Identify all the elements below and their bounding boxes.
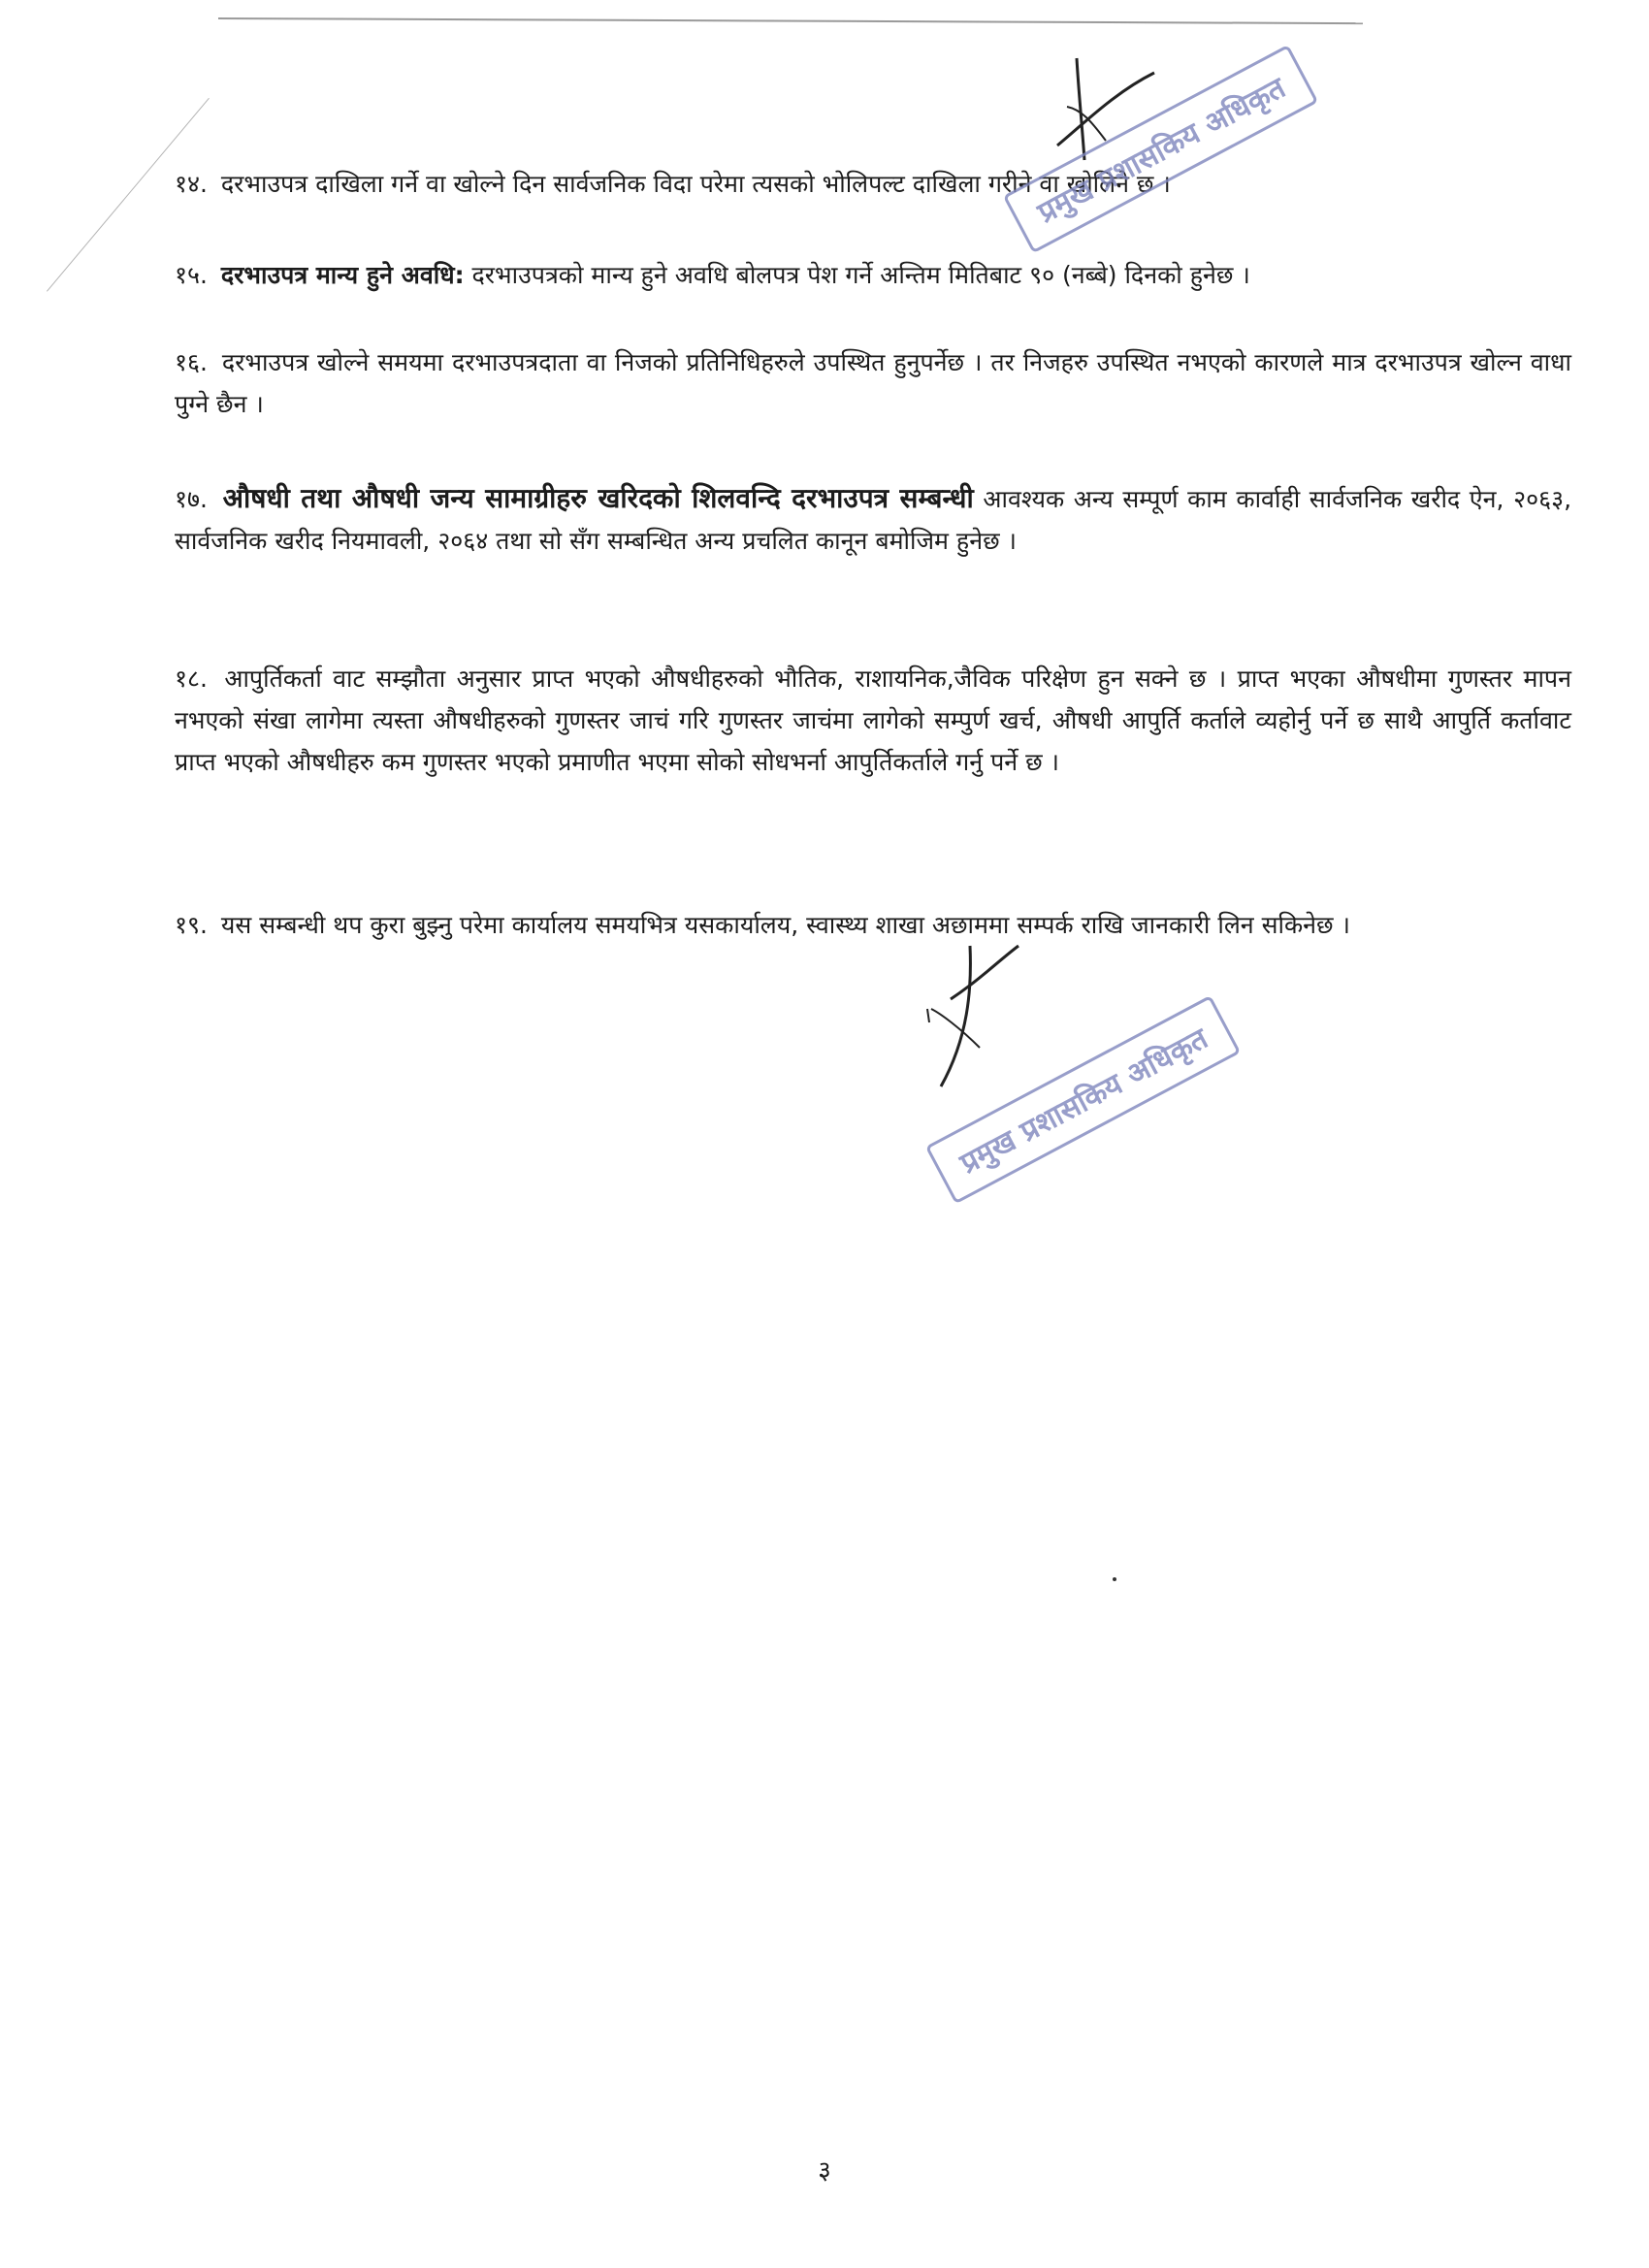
clause-text: दरभाउपत्र दाखिला गर्ने वा खोल्ने दिन सार्वजनिक विदा परेमा त्यसको भोलिपल्ट दाखिला गरीने वा खोलिने छ । bbox=[220, 170, 1171, 198]
clause-19 bbox=[175, 904, 1533, 946]
clause-17 bbox=[175, 477, 1571, 562]
clause-heading: औषधी तथा औषधी जन्य सामाग्रीहरु खरिदको शिलवन्दि दरभाउपत्र सम्बन्धी bbox=[222, 482, 974, 514]
clause-number: १७. bbox=[175, 485, 208, 513]
clause-14 bbox=[175, 163, 1455, 205]
clause-number: १६. bbox=[175, 348, 208, 376]
signature-bottom bbox=[922, 941, 1038, 1096]
clause-text: दरभाउपत्र खोल्ने समयमा दरभाउपत्रदाता वा निजको प्रतिनिधिहरुले उपस्थित हुनुपर्नेछ । तर निजहरु उपस्थित नभएको कारणले मात्र दरभाउपत्र खोल्न वाधा पुग्ने छैन । bbox=[175, 348, 1571, 418]
clause-number: १५. bbox=[175, 261, 208, 289]
clause-18 bbox=[175, 658, 1571, 783]
clause-heading: दरभाउपत्र मान्य हुने अवधि: bbox=[220, 261, 465, 289]
scan-speck bbox=[1113, 1577, 1116, 1581]
clause-number: १८. bbox=[175, 664, 208, 693]
clause-15 bbox=[175, 254, 1552, 296]
clause-16 bbox=[175, 341, 1571, 425]
scan-artifact-line bbox=[218, 17, 1363, 24]
clause-number: १९. bbox=[175, 911, 208, 939]
clause-text: आपुर्तिकर्ता वाट सम्झौता अनुसार प्राप्त भएको औषधीहरुको भौतिक, राशायनिक,जैविक परिक्षेण हुन सक्ने छ । प्राप्त भएका औषधीमा गुणस्तर मापन नभएको संखा लागेमा त्यस्ता औषधीहरुको गुणस्तर जाचं गरि गुणस्तर जाचंमा लागेको सम्पुर्ण खर्च, औषधी आपुर्ति कर्ताले व्यहोर्नु पर्ने छ साथै आपुर्ति कर्तावाट प्राप्त भएको औषधीहरु कम गुणस्तर भएको प्रमाणीत भएमा सोको सोधभर्ना आपुर्तिकर्ताले गर्नु पर्ने छ । bbox=[175, 664, 1571, 776]
page-number: ३ bbox=[818, 2156, 831, 2186]
clause-number: १४. bbox=[175, 170, 208, 198]
official-stamp-top: प्रमुख प्रशासकिय अधिकृत bbox=[1003, 45, 1319, 254]
clause-text: दरभाउपत्रको मान्य हुने अवधि बोलपत्र पेश गर्ने अन्तिम मितिबाट ९० (नब्बे) दिनको हुनेछ । bbox=[471, 261, 1250, 289]
official-stamp-bottom: प्रमुख प्रशासकिय अधिकृत bbox=[925, 995, 1242, 1205]
clause-text: आवश्यक अन्य सम्पूर्ण काम कार्वाही सार्वजनिक खरीद ऐन, २०६३, सार्वजनिक खरीद नियमावली, २०६४ तथा सो सँग सम्बन्धित अन्य प्रचलित कानून बमोजिम हुनेछ । bbox=[175, 485, 1572, 555]
clause-text: यस सम्बन्धी थप कुरा बुझ्नु परेमा कार्यालय समयभित्र यसकार्यालय, स्वास्थ्य शाखा अछाममा सम्पर्क राखि जानकारी लिन सकिनेछ । bbox=[220, 911, 1351, 939]
